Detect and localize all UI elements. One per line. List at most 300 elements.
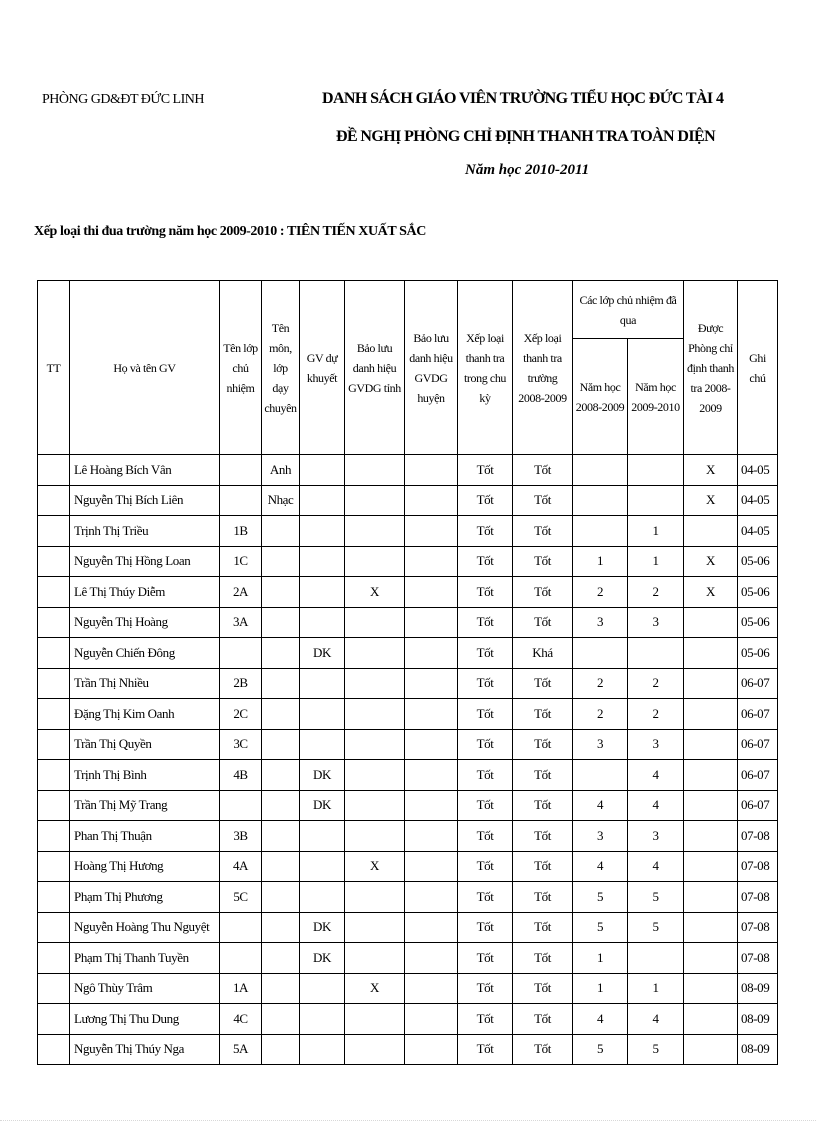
cell-year1: 5 — [573, 1034, 628, 1065]
cell-prov-title — [345, 943, 405, 974]
cell-cycle-rating: Tốt — [458, 607, 513, 638]
office-name: PHÒNG GD&ĐT ĐỨC LINH — [42, 92, 204, 107]
cell-dist-title — [405, 790, 458, 821]
cell-prov-title — [345, 1034, 405, 1065]
cell-note: 04-05 — [738, 485, 778, 516]
cell-prov-title: X — [345, 851, 405, 882]
col-header-school-rating: Xếp loại thanh tra trường 2008-2009 — [513, 281, 573, 455]
cell-tt — [38, 943, 70, 974]
cell-prov-title — [345, 668, 405, 699]
table-row — [38, 851, 778, 882]
cell-subject — [262, 729, 300, 760]
cell-dist-title — [405, 912, 458, 943]
cell-homeroom: 4C — [220, 1004, 262, 1035]
cell-homeroom — [220, 638, 262, 669]
col-header-homeroom: Tên lớp chủ nhiệm — [220, 281, 262, 455]
cell-year2: 3 — [628, 729, 684, 760]
cell-name: Trần Thị Mỹ Trang — [70, 790, 220, 821]
cell-homeroom — [220, 485, 262, 516]
cell-designated — [684, 607, 738, 638]
cell-subject — [262, 577, 300, 608]
cell-note: 08-09 — [738, 973, 778, 1004]
cell-homeroom: 1C — [220, 546, 262, 577]
cell-tt — [38, 699, 70, 730]
table-row — [38, 668, 778, 699]
cell-subject — [262, 546, 300, 577]
cell-dist-title — [405, 1004, 458, 1035]
cell-designated — [684, 943, 738, 974]
cell-dist-title — [405, 821, 458, 852]
cell-homeroom: 2A — [220, 577, 262, 608]
table-row — [38, 607, 778, 638]
cell-subject — [262, 638, 300, 669]
cell-subject — [262, 821, 300, 852]
teacher-roster-table — [37, 280, 778, 1065]
cell-homeroom: 3C — [220, 729, 262, 760]
cell-homeroom — [220, 912, 262, 943]
cell-homeroom: 3A — [220, 607, 262, 638]
cell-homeroom: 3B — [220, 821, 262, 852]
cell-note: 07-08 — [738, 912, 778, 943]
cell-year1 — [573, 485, 628, 516]
cell-school-rating: Tốt — [513, 1034, 573, 1065]
cell-name: Phạm Thị Phương — [70, 882, 220, 913]
cell-note: 07-08 — [738, 851, 778, 882]
cell-year1: 2 — [573, 699, 628, 730]
cell-name: Phạm Thị Thanh Tuyền — [70, 943, 220, 974]
table-row — [38, 729, 778, 760]
cell-subject: Nhạc — [262, 485, 300, 516]
table-row — [38, 577, 778, 608]
cell-year2: 2 — [628, 699, 684, 730]
table-row — [38, 699, 778, 730]
cell-designated — [684, 699, 738, 730]
table-row — [38, 912, 778, 943]
cell-cycle-rating: Tốt — [458, 699, 513, 730]
cell-tt — [38, 1004, 70, 1035]
cell-subject — [262, 943, 300, 974]
col-header-note: Ghi chú — [738, 281, 778, 455]
table-row — [38, 790, 778, 821]
cell-designated — [684, 668, 738, 699]
cell-cycle-rating: Tốt — [458, 516, 513, 547]
cell-year2 — [628, 485, 684, 516]
document-title-line2: ĐỀ NGHỊ PHÒNG CHỈ ĐỊNH THANH TRA TOÀN DIỆN — [336, 128, 716, 145]
cell-school-rating: Tốt — [513, 516, 573, 547]
col-header-year2: Năm học 2009-2010 — [628, 339, 684, 455]
table-row — [38, 760, 778, 791]
page-bottom-divider — [0, 1120, 816, 1121]
cell-tt — [38, 607, 70, 638]
cell-tt — [38, 851, 70, 882]
cell-subject — [262, 851, 300, 882]
table-row — [38, 882, 778, 913]
cell-dist-title — [405, 851, 458, 882]
cell-prov-title — [345, 516, 405, 547]
cell-name: Ngô Thùy Trâm — [70, 973, 220, 1004]
cell-year1: 5 — [573, 882, 628, 913]
cell-prov-title: X — [345, 577, 405, 608]
school-rating-line: Xếp loại thi đua trường năm học 2009-2010 : TIÊN TIẾN XUẤT SẮC — [34, 224, 426, 239]
cell-school-rating: Tốt — [513, 699, 573, 730]
cell-tt — [38, 485, 70, 516]
cell-tt — [38, 546, 70, 577]
cell-dist-title — [405, 546, 458, 577]
cell-year2: 3 — [628, 607, 684, 638]
cell-year1: 3 — [573, 729, 628, 760]
cell-designated — [684, 729, 738, 760]
cell-year1 — [573, 455, 628, 486]
cell-school-rating: Tốt — [513, 851, 573, 882]
cell-prov-title — [345, 546, 405, 577]
cell-reserve — [300, 1004, 345, 1035]
cell-cycle-rating: Tốt — [458, 546, 513, 577]
cell-year1: 4 — [573, 1004, 628, 1035]
cell-name: Hoàng Thị Hương — [70, 851, 220, 882]
cell-designated — [684, 821, 738, 852]
cell-year2: 4 — [628, 851, 684, 882]
table-row — [38, 1004, 778, 1035]
cell-reserve: DK — [300, 912, 345, 943]
cell-tt — [38, 638, 70, 669]
cell-year2: 4 — [628, 790, 684, 821]
cell-tt — [38, 790, 70, 821]
cell-tt — [38, 912, 70, 943]
cell-reserve — [300, 973, 345, 1004]
cell-tt — [38, 821, 70, 852]
cell-name: Lê Hoàng Bích Vân — [70, 455, 220, 486]
cell-school-rating: Tốt — [513, 882, 573, 913]
cell-dist-title — [405, 455, 458, 486]
cell-note: 07-08 — [738, 821, 778, 852]
cell-school-rating: Tốt — [513, 577, 573, 608]
cell-school-rating: Tốt — [513, 546, 573, 577]
cell-designated — [684, 790, 738, 821]
cell-year1: 4 — [573, 790, 628, 821]
cell-school-rating: Tốt — [513, 729, 573, 760]
table-row — [38, 1034, 778, 1065]
cell-dist-title — [405, 882, 458, 913]
cell-cycle-rating: Tốt — [458, 577, 513, 608]
cell-dist-title — [405, 699, 458, 730]
cell-tt — [38, 668, 70, 699]
cell-note: 05-06 — [738, 607, 778, 638]
document-title-line1: DANH SÁCH GIÁO VIÊN TRƯỜNG TIỂU HỌC ĐỨC TÀI 4 — [322, 90, 724, 107]
cell-reserve — [300, 851, 345, 882]
cell-school-rating: Tốt — [513, 943, 573, 974]
cell-tt — [38, 577, 70, 608]
cell-subject — [262, 1034, 300, 1065]
cell-year2 — [628, 638, 684, 669]
cell-cycle-rating: Tốt — [458, 973, 513, 1004]
cell-dist-title — [405, 607, 458, 638]
cell-cycle-rating: Tốt — [458, 821, 513, 852]
cell-year1: 3 — [573, 607, 628, 638]
cell-prov-title — [345, 638, 405, 669]
cell-school-rating: Tốt — [513, 760, 573, 791]
cell-tt — [38, 455, 70, 486]
cell-dist-title — [405, 577, 458, 608]
table-row — [38, 485, 778, 516]
cell-year2: 5 — [628, 882, 684, 913]
table-row — [38, 638, 778, 669]
cell-designated: X — [684, 485, 738, 516]
cell-tt — [38, 1034, 70, 1065]
cell-note: 05-06 — [738, 638, 778, 669]
cell-note: 06-07 — [738, 760, 778, 791]
cell-school-rating: Tốt — [513, 973, 573, 1004]
col-header-designated: Được Phòng chỉ định thanh tra 2008-2009 — [684, 281, 738, 455]
cell-designated — [684, 638, 738, 669]
cell-dist-title — [405, 668, 458, 699]
cell-note: 05-06 — [738, 577, 778, 608]
cell-school-rating: Tốt — [513, 1004, 573, 1035]
col-header-subject: Tên môn, lớp dạy chuyên — [262, 281, 300, 455]
cell-cycle-rating: Tốt — [458, 943, 513, 974]
cell-prov-title — [345, 882, 405, 913]
cell-designated: X — [684, 455, 738, 486]
cell-name: Nguyễn Chiến Đông — [70, 638, 220, 669]
cell-cycle-rating: Tốt — [458, 1004, 513, 1035]
table-row — [38, 455, 778, 486]
cell-homeroom — [220, 790, 262, 821]
cell-reserve — [300, 729, 345, 760]
cell-homeroom: 5C — [220, 882, 262, 913]
cell-tt — [38, 516, 70, 547]
col-header-classes-group: Các lớp chủ nhiệm đã qua — [573, 281, 684, 339]
cell-name: Trần Thị Quyền — [70, 729, 220, 760]
cell-dist-title — [405, 973, 458, 1004]
cell-tt — [38, 882, 70, 913]
cell-dist-title — [405, 516, 458, 547]
cell-designated: X — [684, 546, 738, 577]
cell-year1: 4 — [573, 851, 628, 882]
cell-dist-title — [405, 943, 458, 974]
cell-year2 — [628, 943, 684, 974]
cell-school-rating: Tốt — [513, 912, 573, 943]
cell-prov-title — [345, 699, 405, 730]
cell-school-rating: Tốt — [513, 790, 573, 821]
cell-name: Đặng Thị Kim Oanh — [70, 699, 220, 730]
cell-designated: X — [684, 577, 738, 608]
cell-year1: 5 — [573, 912, 628, 943]
col-header-name: Họ và tên GV — [70, 281, 220, 455]
cell-year1: 1 — [573, 943, 628, 974]
cell-year2: 1 — [628, 546, 684, 577]
cell-year2: 2 — [628, 668, 684, 699]
cell-note: 06-07 — [738, 729, 778, 760]
cell-dist-title — [405, 760, 458, 791]
cell-reserve — [300, 699, 345, 730]
cell-reserve: DK — [300, 790, 345, 821]
col-header-reserve: GV dự khuyết — [300, 281, 345, 455]
cell-note: 06-07 — [738, 668, 778, 699]
cell-subject — [262, 973, 300, 1004]
cell-reserve — [300, 516, 345, 547]
cell-school-rating: Tốt — [513, 821, 573, 852]
cell-cycle-rating: Tốt — [458, 485, 513, 516]
cell-year1: 1 — [573, 546, 628, 577]
cell-name: Nguyễn Hoàng Thu Nguyệt — [70, 912, 220, 943]
cell-reserve — [300, 882, 345, 913]
cell-subject: Anh — [262, 455, 300, 486]
cell-year2: 3 — [628, 821, 684, 852]
cell-year1: 2 — [573, 577, 628, 608]
cell-homeroom: 2C — [220, 699, 262, 730]
cell-designated — [684, 760, 738, 791]
cell-tt — [38, 973, 70, 1004]
cell-prov-title: X — [345, 973, 405, 1004]
cell-note: 07-08 — [738, 943, 778, 974]
cell-year1 — [573, 516, 628, 547]
cell-prov-title — [345, 455, 405, 486]
cell-subject — [262, 516, 300, 547]
col-header-dist-title: Bảo lưu danh hiệu GVDG huyện — [405, 281, 458, 455]
cell-reserve — [300, 668, 345, 699]
cell-year1: 2 — [573, 668, 628, 699]
col-header-year1: Năm học 2008-2009 — [573, 339, 628, 455]
col-header-cycle-rating: Xếp loại thanh tra trong chu kỳ — [458, 281, 513, 455]
cell-designated — [684, 516, 738, 547]
cell-note: 06-07 — [738, 699, 778, 730]
cell-note: 05-06 — [738, 546, 778, 577]
cell-subject — [262, 699, 300, 730]
cell-cycle-rating: Tốt — [458, 912, 513, 943]
cell-school-rating: Tốt — [513, 485, 573, 516]
cell-name: Lê Thị Thúy Diễm — [70, 577, 220, 608]
cell-note: 04-05 — [738, 516, 778, 547]
cell-year2 — [628, 455, 684, 486]
cell-homeroom: 5A — [220, 1034, 262, 1065]
cell-prov-title — [345, 821, 405, 852]
cell-designated — [684, 973, 738, 1004]
cell-year1: 3 — [573, 821, 628, 852]
cell-year2: 1 — [628, 516, 684, 547]
cell-homeroom: 4A — [220, 851, 262, 882]
cell-name: Nguyễn Thị Hoàng — [70, 607, 220, 638]
cell-homeroom — [220, 455, 262, 486]
cell-cycle-rating: Tốt — [458, 790, 513, 821]
cell-cycle-rating: Tốt — [458, 638, 513, 669]
cell-cycle-rating: Tốt — [458, 851, 513, 882]
cell-tt — [38, 760, 70, 791]
cell-name: Trịnh Thị Bình — [70, 760, 220, 791]
cell-year2: 4 — [628, 1004, 684, 1035]
cell-reserve — [300, 546, 345, 577]
cell-school-rating: Tốt — [513, 668, 573, 699]
table-row — [38, 943, 778, 974]
table-row — [38, 516, 778, 547]
cell-year2: 5 — [628, 912, 684, 943]
cell-dist-title — [405, 1034, 458, 1065]
cell-prov-title — [345, 607, 405, 638]
cell-note: 08-09 — [738, 1034, 778, 1065]
cell-prov-title — [345, 1004, 405, 1035]
cell-homeroom: 2B — [220, 668, 262, 699]
cell-reserve: DK — [300, 638, 345, 669]
cell-dist-title — [405, 729, 458, 760]
cell-cycle-rating: Tốt — [458, 1034, 513, 1065]
cell-designated — [684, 882, 738, 913]
cell-subject — [262, 760, 300, 791]
cell-name: Phan Thị Thuận — [70, 821, 220, 852]
cell-cycle-rating: Tốt — [458, 668, 513, 699]
cell-reserve — [300, 607, 345, 638]
cell-dist-title — [405, 638, 458, 669]
cell-designated — [684, 912, 738, 943]
cell-name: Trần Thị Nhiều — [70, 668, 220, 699]
cell-reserve — [300, 821, 345, 852]
cell-reserve — [300, 577, 345, 608]
school-year: Năm học 2010-2011 — [465, 162, 590, 178]
cell-subject — [262, 790, 300, 821]
cell-homeroom — [220, 943, 262, 974]
cell-homeroom: 1A — [220, 973, 262, 1004]
cell-reserve: DK — [300, 760, 345, 791]
cell-cycle-rating: Tốt — [458, 760, 513, 791]
cell-name: Trịnh Thị Triều — [70, 516, 220, 547]
cell-dist-title — [405, 485, 458, 516]
table-row — [38, 973, 778, 1004]
cell-school-rating: Tốt — [513, 607, 573, 638]
cell-year2: 4 — [628, 760, 684, 791]
cell-subject — [262, 607, 300, 638]
cell-name: Nguyễn Thị Thúy Nga — [70, 1034, 220, 1065]
cell-prov-title — [345, 790, 405, 821]
cell-school-rating: Tốt — [513, 455, 573, 486]
table-row — [38, 546, 778, 577]
cell-subject — [262, 1004, 300, 1035]
cell-note: 07-08 — [738, 882, 778, 913]
cell-year2: 2 — [628, 577, 684, 608]
cell-prov-title — [345, 760, 405, 791]
cell-subject — [262, 912, 300, 943]
col-header-prov-title: Bảo lưu danh hiệu GVDG tỉnh — [345, 281, 405, 455]
cell-cycle-rating: Tốt — [458, 729, 513, 760]
cell-year1 — [573, 760, 628, 791]
cell-year2: 5 — [628, 1034, 684, 1065]
cell-prov-title — [345, 729, 405, 760]
cell-tt — [38, 729, 70, 760]
cell-year1 — [573, 638, 628, 669]
cell-designated — [684, 1034, 738, 1065]
cell-cycle-rating: Tốt — [458, 455, 513, 486]
cell-prov-title — [345, 912, 405, 943]
cell-subject — [262, 668, 300, 699]
cell-homeroom: 1B — [220, 516, 262, 547]
cell-note: 08-09 — [738, 1004, 778, 1035]
cell-subject — [262, 882, 300, 913]
cell-prov-title — [345, 485, 405, 516]
cell-reserve — [300, 1034, 345, 1065]
cell-year1: 1 — [573, 973, 628, 1004]
col-header-tt: TT — [38, 281, 70, 455]
cell-note: 04-05 — [738, 455, 778, 486]
cell-designated — [684, 1004, 738, 1035]
cell-note: 06-07 — [738, 790, 778, 821]
cell-name: Lương Thị Thu Dung — [70, 1004, 220, 1035]
cell-reserve: DK — [300, 943, 345, 974]
cell-reserve — [300, 485, 345, 516]
table-row — [38, 821, 778, 852]
cell-school-rating: Khá — [513, 638, 573, 669]
cell-year2: 1 — [628, 973, 684, 1004]
cell-name: Nguyễn Thị Hồng Loan — [70, 546, 220, 577]
cell-name: Nguyễn Thị Bích Liên — [70, 485, 220, 516]
cell-designated — [684, 851, 738, 882]
cell-cycle-rating: Tốt — [458, 882, 513, 913]
cell-homeroom: 4B — [220, 760, 262, 791]
